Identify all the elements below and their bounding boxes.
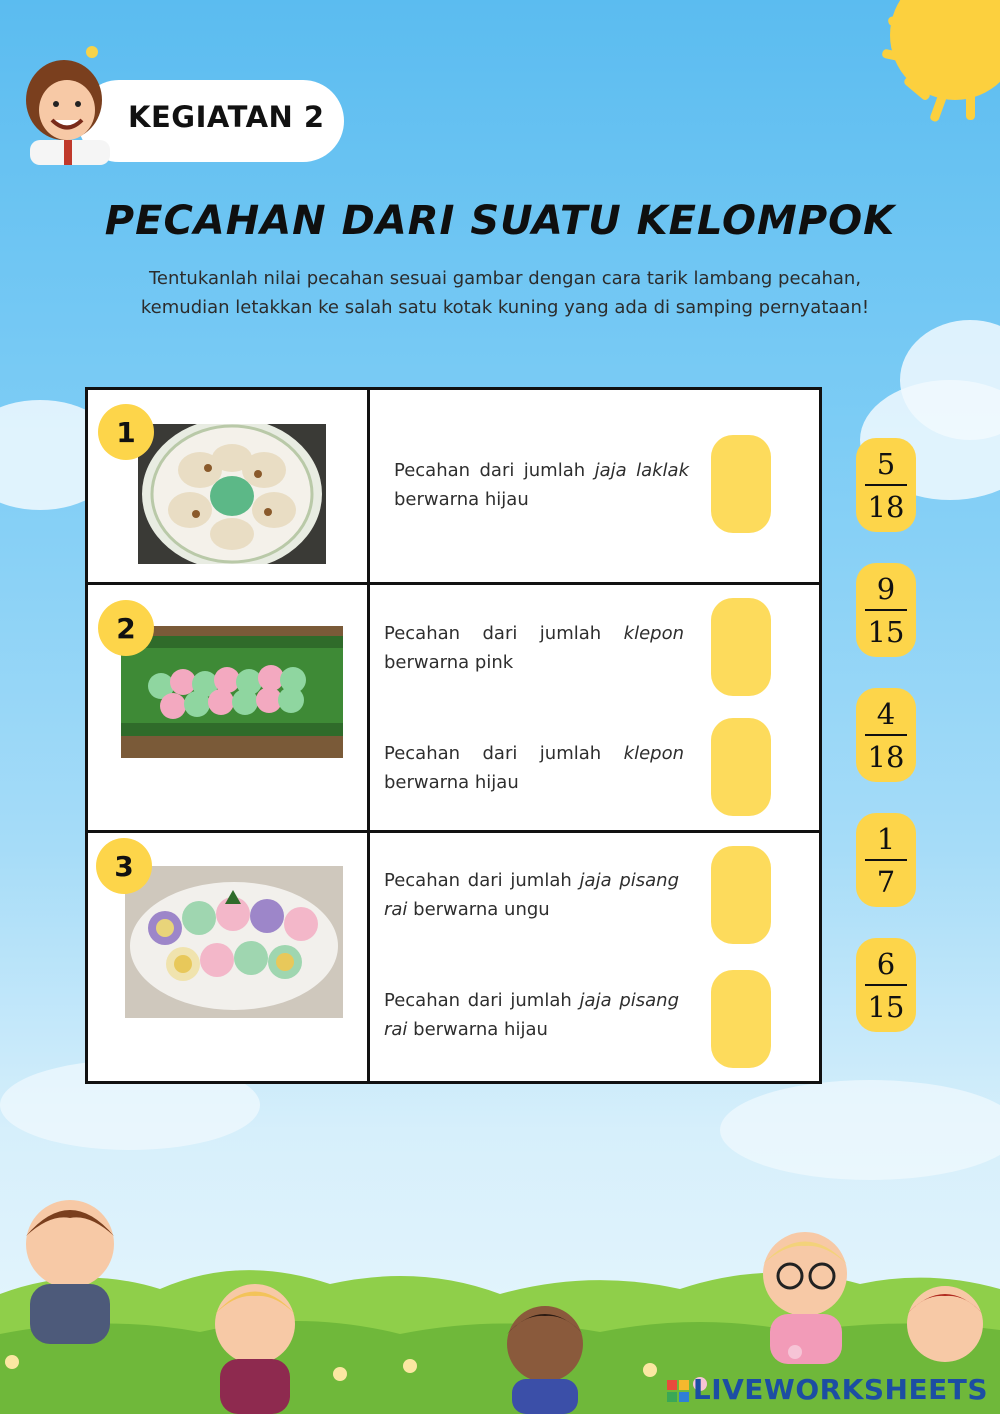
table-divider bbox=[88, 830, 819, 833]
teacher-illustration bbox=[12, 40, 122, 165]
fraction-denominator: 18 bbox=[867, 489, 905, 524]
fraction-bar bbox=[865, 859, 907, 861]
fraction-denominator: 15 bbox=[867, 614, 905, 649]
answer-drop-box[interactable] bbox=[711, 970, 771, 1068]
statement-text-part: Pecahan dari jumlah bbox=[384, 870, 580, 891]
fraction-numerator: 1 bbox=[876, 821, 896, 856]
table-divider bbox=[88, 582, 819, 585]
watermark-text: LIVEWORKSHEETS bbox=[692, 1373, 988, 1406]
fraction-card-draggable[interactable] bbox=[856, 563, 916, 657]
food-name: klepon bbox=[623, 743, 684, 764]
fraction-denominator: 18 bbox=[867, 739, 905, 774]
table-divider bbox=[367, 390, 370, 1081]
statement-text-part: Pecahan dari jumlah bbox=[384, 623, 624, 644]
food-photo-jaja-pisang-rai bbox=[125, 866, 343, 1018]
answer-drop-box[interactable] bbox=[711, 435, 771, 533]
fraction-numerator: 4 bbox=[876, 696, 896, 731]
fraction-numerator: 6 bbox=[876, 946, 896, 981]
fraction-card-draggable[interactable] bbox=[856, 938, 916, 1032]
liveworksheets-logo-icon bbox=[667, 1380, 689, 1402]
statement-text bbox=[394, 456, 689, 514]
page-title: PECAHAN DARI SUATU KELOMPOK bbox=[104, 198, 896, 244]
food-name: klepon bbox=[623, 623, 684, 644]
answer-drop-box[interactable] bbox=[711, 846, 771, 944]
statement-text-part: Pecahan dari jumlah bbox=[384, 990, 580, 1011]
worksheet-table bbox=[85, 387, 822, 1084]
statement-text bbox=[384, 866, 679, 924]
food-name: jaja laklak bbox=[594, 460, 689, 481]
food-name: jaja pisang rai bbox=[384, 990, 680, 1040]
statement-text-part: berwarna hijau bbox=[394, 489, 529, 510]
row-number-badge: 2 bbox=[98, 600, 154, 656]
statement-text-part: berwarna hijau bbox=[407, 1019, 548, 1040]
cloud bbox=[720, 1080, 1000, 1180]
statement-text-part: berwarna pink bbox=[384, 652, 514, 673]
liveworksheets-watermark bbox=[667, 1373, 988, 1406]
sun-ray bbox=[966, 90, 975, 120]
fraction-denominator: 15 bbox=[867, 989, 905, 1024]
activity-label: KEGIATAN 2 bbox=[128, 100, 325, 134]
row-number-badge: 1 bbox=[98, 404, 154, 460]
answer-drop-box[interactable] bbox=[711, 598, 771, 696]
fraction-card-draggable[interactable] bbox=[856, 813, 916, 907]
food-name: jaja pisang rai bbox=[384, 870, 680, 920]
statement-text bbox=[384, 739, 684, 797]
answer-drop-box[interactable] bbox=[711, 718, 771, 816]
fraction-card-draggable[interactable] bbox=[856, 688, 916, 782]
fraction-numerator: 5 bbox=[876, 446, 896, 481]
fraction-bar bbox=[865, 984, 907, 986]
fraction-numerator: 9 bbox=[876, 571, 896, 606]
row-number-badge: 3 bbox=[96, 838, 152, 894]
fraction-bar bbox=[865, 734, 907, 736]
statement-text bbox=[384, 619, 684, 677]
fraction-denominator: 7 bbox=[876, 864, 896, 899]
food-photo-jaja-laklak bbox=[138, 424, 326, 564]
statement-text-part: berwarna ungu bbox=[407, 899, 550, 920]
fraction-bar bbox=[865, 484, 907, 486]
fraction-bar bbox=[865, 609, 907, 611]
statement-text-part: Pecahan dari jumlah bbox=[394, 460, 595, 481]
statement-text-part: berwarna hijau bbox=[384, 772, 519, 793]
statement-text-part: Pecahan dari jumlah bbox=[384, 743, 624, 764]
statement-text bbox=[384, 986, 679, 1044]
food-photo-klepon bbox=[121, 626, 343, 758]
instruction-text: Tentukanlah nilai pecahan sesuai gambar dengan cara tarik lambang pecahan, kemudian letakkan ke salah satu kotak kuning yang ada di samping pernyataan! bbox=[140, 268, 870, 318]
fraction-card-draggable[interactable] bbox=[856, 438, 916, 532]
